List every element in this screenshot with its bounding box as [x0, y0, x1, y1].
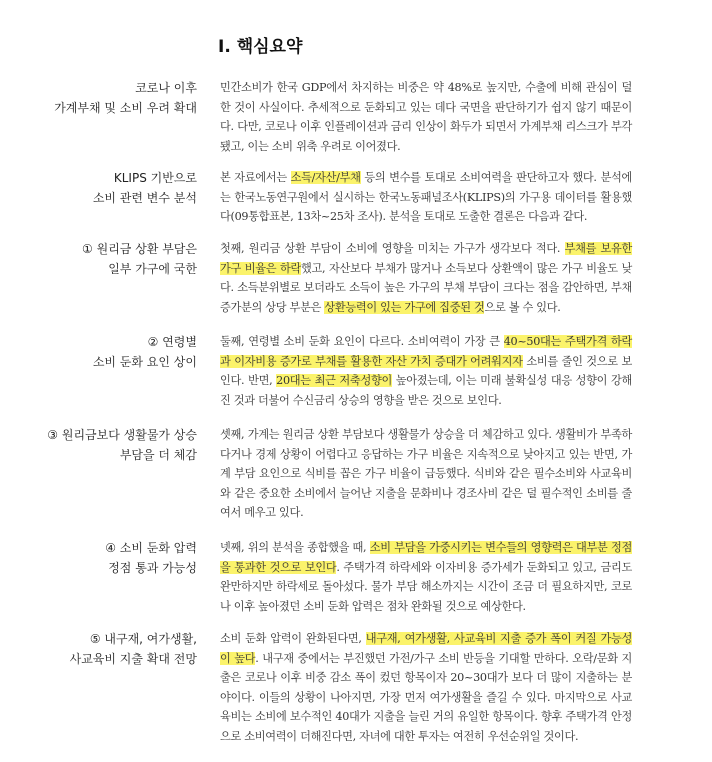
section-body	[220, 239, 632, 317]
section-label	[93, 332, 197, 372]
label-line: KLIPS 기반으로	[113, 171, 197, 185]
section-label	[105, 538, 197, 578]
highlight-text: 20대는 최근 저축성향이	[276, 374, 392, 388]
label-line: ② 연령별	[147, 335, 197, 349]
section-label	[54, 78, 197, 118]
label-line: 가계부채 및 소비 우려 확대	[54, 101, 197, 115]
highlight-text: 소득/자산/부채	[290, 171, 361, 184]
section-body	[220, 538, 632, 616]
section-body	[220, 629, 632, 747]
label-line: 소비 관련 변수 분석	[92, 191, 197, 205]
text-segment: . 내구재 중에서는 부진했던 가전/가구 소비 반등을 기대할 만하다. 오락/문화 지출은 코로나 이후 비중 감소 폭이 컸던 항목이자 20~30대가 보다 더 많이 지출하는 분야이다. 이들의 상황이 나아지면, 가장 먼저 여가생활을 즐길 수 있다. 마지막으로 사교육비는 소비에 보수적인 40대가 지출을 늘린 거의 유일한 항목이다. 향후 주택가격 안정으로 소비여력이 더해진다면, 자녀에 대한 투자는 여전히 우선순위일 것이다.	[220, 651, 632, 743]
section-body	[220, 78, 632, 156]
section-body	[220, 332, 632, 410]
label-line: ③ 원리금보다 생활물가 상승	[47, 428, 197, 442]
text-segment: 셋째, 가계는 원리금 상환 부담보다 생활물가 상승을 더 체감하고 있다. 생활비가 부족하다거나 경제 상황이 어렵다고 응답하는 가구 비율은 지속적으로 낮아지고 있는 반면, 가계 부담 요인으로 식비를 꼽은 가구 비율이 급등했다. 식비와 같은 필수소비와 사교육비와 같은 중요한 소비에서 늘어난 지출을 문화비나 경조사비 같은 덜 필수적인 소비를 줄여서 메우고 있다.	[220, 428, 632, 520]
page-title: Ⅰ. 핵심요약	[218, 37, 303, 57]
section-label	[93, 168, 197, 208]
text-segment: 첫째, 원리금 상환 부담이 소비에 영향을 미치는 가구가 생각보다 적다.	[220, 242, 565, 255]
highlight-text: 내구재, 여가생활, 사교육비 지출 증가 폭이 커질 가능성이 높다	[220, 632, 632, 665]
label-line: 일부 가구에 국한	[108, 262, 197, 276]
text-segment: 본 자료에서는	[220, 171, 291, 184]
text-segment: 소비 둔화 압력이 완화된다면,	[220, 632, 366, 645]
label-line: 코로나 이후	[135, 81, 197, 95]
text-segment: 민간소비가 한국 GDP에서 차지하는 비중은 약 48%로 높지만, 수출에 비해 관심이 덜한 것이 사실이다. 추세적으로 둔화되고 있는 데다 국면을 판단하기가 쉽지 않기 때문이다. 다만, 코로나 이후 인플레이션과 금리 인상이 화두가 되면서 가계부채 리스크가 부각됐고, 이는 소비 위축 우려로 이어졌다.	[220, 81, 632, 153]
highlight-text: 상환능력이 있는 가구에 집중된 것	[324, 300, 485, 314]
text-segment: 둘째, 연령별 소비 둔화 요인이 다르다. 소비여력이 가장 큰	[220, 335, 504, 348]
highlight-text: 부채를 보유한 가구 비율은 하락	[220, 242, 632, 275]
text-segment: 했고, 자산보다 부채가 많거나 소득보다 상환액이 많은 가구 비율도 낮다. 소득분위별로 보더라도 소득이 높은 가구의 부채 부담이 크다는 점을 감안하면, 부채 증가분의 상당 부분은	[220, 261, 632, 314]
section-label	[82, 239, 197, 279]
text-segment: 넷째, 위의 분석을 종합했을 때,	[220, 541, 370, 554]
label-line: ⑤ 내구재, 여가생활,	[89, 632, 197, 646]
text-segment: 등의 변수를 토대로 소비여력을 판단하고자 했다. 분석에는 한국노동연구원에서 실시하는 한국노동패널조사(KLIPS)의 가구용 데이터를 활용했다(09통합표본, 13차~25차 조사). 분석을 토대로 도출한 결론은 다음과 같다.	[220, 171, 632, 224]
section-body	[220, 425, 632, 523]
highlight-text: 소비 부담을 가중시키는 변수들의 영향력은 대부분 정점을 통과한 것으로 보인다	[220, 541, 632, 574]
highlight-text: 40~50대는 주택가격 하락과 이자비용 증가로 부채를 활용한 자산 가치 증대가 어려워지자	[220, 335, 632, 368]
label-line: 소비 둔화 요인 상이	[92, 355, 197, 369]
text-segment: 소비를 줄인 것으로 보인다. 반면,	[220, 354, 632, 388]
label-line: 부담을 더 체감	[119, 448, 197, 462]
section-label	[47, 425, 197, 465]
section-body	[220, 168, 632, 227]
label-line: ① 원리금 상환 부담은	[82, 242, 197, 256]
text-segment: 으로 볼 수 있다.	[484, 300, 561, 314]
label-line: 정점 통과 가능성	[108, 561, 197, 575]
label-line: 사교육비 지출 확대 전망	[69, 652, 197, 666]
section-label	[70, 629, 197, 669]
text-segment: . 주택가격 하락세와 이자비용 증가세가 둔화되고 있고, 금리도 완만하지만 하락세로 돌아섰다. 물가 부담 해소까지는 시간이 조금 더 필요하지만, 코로나 이후 높아졌던 소비 둔화 압력은 점차 완화될 것으로 예상한다.	[220, 560, 632, 613]
text-segment: 높아졌는데, 이는 미래 불확실성 대응 성향이 강해진 것과 더불어 수신금리 상승의 영향을 받은 것으로 보인다.	[220, 374, 632, 407]
label-line: ④ 소비 둔화 압력	[105, 541, 197, 555]
